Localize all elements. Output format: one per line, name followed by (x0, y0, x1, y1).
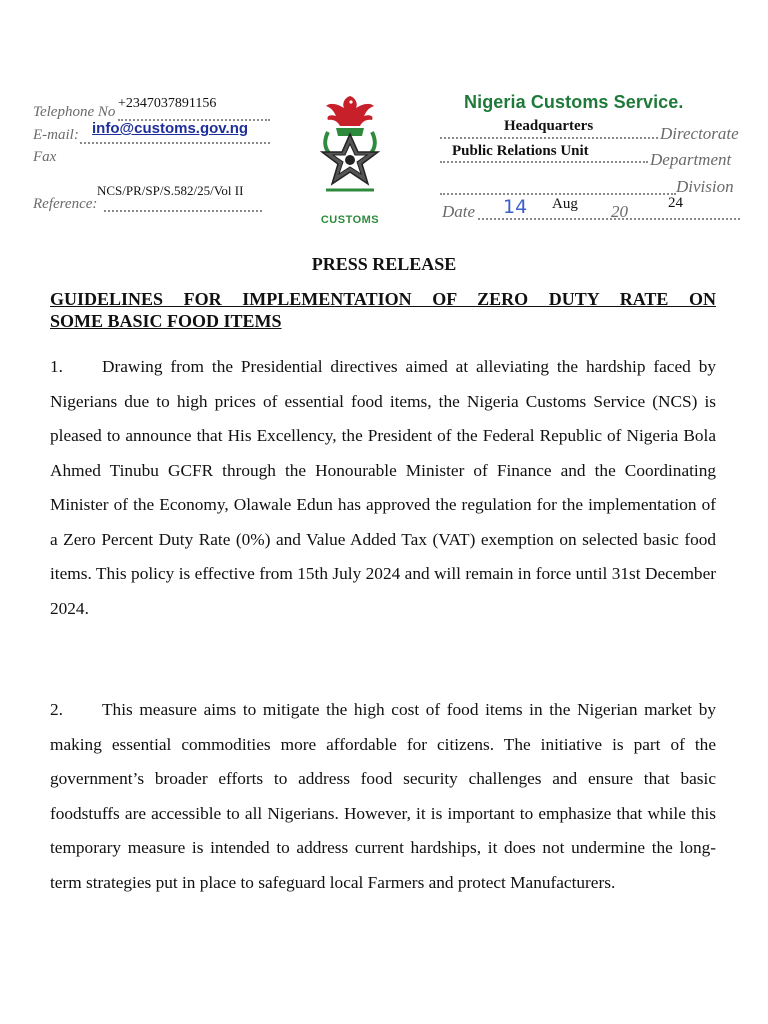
paragraph-2 (50, 693, 716, 900)
date-label: Date (442, 202, 476, 221)
date-month: Aug (552, 196, 578, 212)
telephone-label: Telephone No (33, 104, 116, 120)
directorate-dotted-line (440, 137, 658, 139)
division-label: Division (676, 177, 734, 196)
heading-line-1: GUIDELINES FOR IMPLEMENTATION OF ZERO DUTY RATE ON (50, 289, 716, 309)
division-dotted-line (440, 193, 676, 195)
reference-label: Reference: (33, 196, 98, 212)
paragraph-text: This measure aims to mitigate the high cost of food items in the Nigerian market by making essential commodities more affordable for citizens. The initiative is part of the government’s broader efforts to address food security challenges and ensure that basic foodstuffs are accessible to all Nigerians. However, it is important to emphasize that while this temporary measure is intended to address current hardships, it does not undermine the long-term strategies put in place to safeguard local Farmers and protect Manufacturers. (50, 700, 716, 892)
heading-line-2: SOME BASIC FOOD ITEMS (50, 311, 282, 331)
paragraph-1 (50, 350, 716, 626)
document-heading (50, 288, 716, 332)
email-dotted-line (80, 142, 270, 144)
customs-emblem (306, 92, 394, 232)
emblem-caption: CUSTOMS (320, 214, 380, 226)
org-name: Nigeria Customs Service. (464, 92, 684, 112)
department-label: Department (650, 150, 732, 169)
reference-value: NCS/PR/SP/S.582/25/Vol II (97, 183, 244, 198)
eagle-star-icon (306, 92, 394, 216)
email-link[interactable]: info@customs.gov.ng (92, 120, 249, 137)
department-dotted-line (440, 161, 648, 163)
reference-dotted-line (104, 210, 262, 212)
date-dotted-line (478, 218, 740, 220)
document-title: PRESS RELEASE (311, 254, 457, 274)
directorate-value: Headquarters (504, 118, 594, 134)
date-year-suffix: 24 (668, 195, 683, 211)
email-label: E-mail: (33, 127, 79, 143)
date-year-prefix: 20 (611, 202, 628, 221)
date-day-handwritten: 14 (503, 196, 528, 218)
department-value: Public Relations Unit (452, 143, 589, 159)
paragraph-number: 2. (50, 700, 63, 719)
telephone-value: +2347037891156 (118, 96, 217, 111)
paragraph-text: Drawing from the Presidential directives aimed at alleviating the hardship faced by Nigerians due to high prices of essential food items, the Nigeria Customs Service (NCS) is pleased to announce that His Excellency, the President of the Federal Republic of Nigeria Bola Ahmed Tinubu GCFR through the Honourable Minister of Finance and the Coordinating Minister of the Economy, Olawale Edun has approved the regulation for the implementation of a Zero Percent Duty Rate (0%) and Value Added Tax (VAT) exemption on selected basic food items. This policy is effective from 15th July 2024 and will remain in force until 31st December 2024. (50, 357, 716, 618)
fax-label: Fax (33, 149, 57, 165)
directorate-label: Directorate (660, 124, 739, 143)
paragraph-number: 1. (50, 357, 63, 376)
